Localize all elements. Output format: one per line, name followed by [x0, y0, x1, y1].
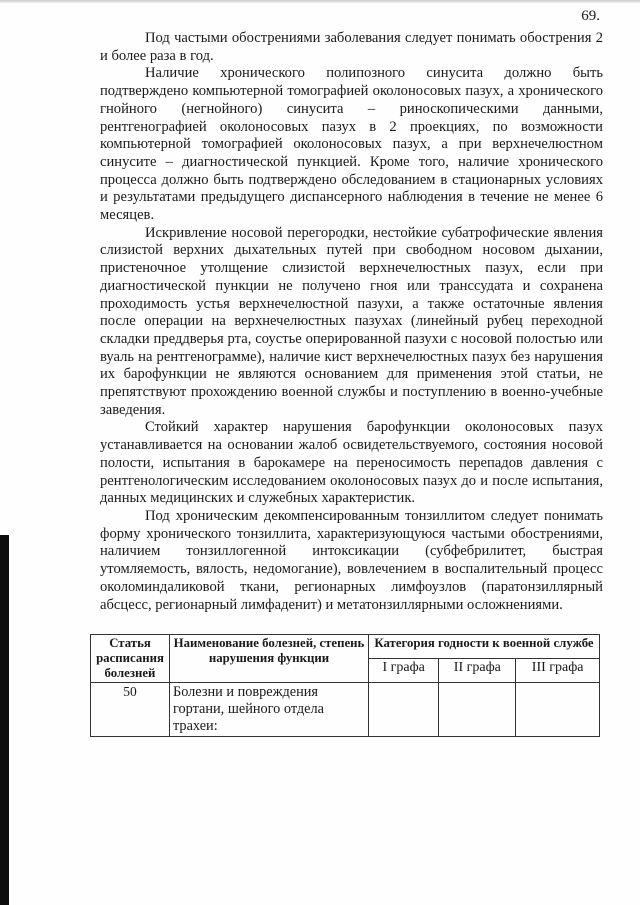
- header-graph-2: II графа: [439, 659, 516, 683]
- article-number: 50: [91, 683, 170, 737]
- header-graph-3: III графа: [516, 659, 600, 683]
- table-row: [91, 683, 600, 737]
- cell-graph-3: [516, 683, 600, 737]
- paragraph-polypous-sinusitis: Наличие хронического полипозного синусита должно быть подтверждено компьютерной томографией околоносовых пазух, а хронического гнойного (негнойного) синусита – риноскопическими данными, рентгенографией околоносовых пазух в 2 проекциях, по возможности компьютерной томографией околоносовых пазух, а при верхнечелюстном синусите – диагностической пункцией. Кроме того, наличие хронического процесса должно быть подтверждено обследованием в стационарных условиях и результатами предыдущего диспансерного наблюдения в течение не менее 6 месяцев.: [100, 65, 603, 224]
- scan-edge-left: [0, 535, 9, 905]
- paragraph-barofunction: Стойкий характер нарушения барофункции околоносовых пазух устанавливается на основании жалоб освидетельствуемого, состояния носовой полости, испытания в барокамере на переносимость перепадов давления с рентгенологическим исследованием околоносовых пазух до и после испытания, данных медицинских и служебных характеристик.: [100, 419, 603, 507]
- table-header-row: [91, 635, 600, 659]
- header-graph-1: I графа: [369, 659, 439, 683]
- paragraph-nasal-septum: Искривление носовой перегородки, нестойкие субатрофические явления слизистой верхних дыхательных путей при свободном носовом дыхании, пристеночное утолщение слизистой верхнечелюстных пазух, если при диагностической пункции не получено гноя или транссудата и сохранена проходимость устья верхнечелюстной пазухи, а также остаточные явления после операции на верхнечелюстных пазухах (линейный рубец переходной складки преддверья рта, соустье оперированной пазухи с носовой полостью или вуаль на рентгенограмме), наличие кист верхнечелюстных пазух без нарушения их барофункции не являются основанием для применения этой статьи, не препятствуют прохождению военной службы и поступлению в военно-учебные заведения.: [100, 224, 603, 418]
- header-fitness-category: Категория годности к военной службе: [369, 635, 600, 659]
- page-number: 69.: [581, 8, 600, 24]
- header-article: Статья расписания болезней: [91, 635, 170, 683]
- header-disease-name: Наименование болезней, степень нарушения функции: [170, 635, 369, 683]
- fitness-category-table: [90, 634, 600, 737]
- paragraph-frequent-exacerbations: Под частыми обострениями заболевания следует понимать обострения 2 и более раза в год.: [100, 30, 603, 64]
- scan-edge-top: [0, 0, 640, 3]
- cell-graph-1: [369, 683, 439, 737]
- cell-graph-2: [439, 683, 516, 737]
- disease-name: Болезни и повреждения гортани, шейного отдела трахеи:: [170, 683, 369, 737]
- body-text: [100, 30, 603, 614]
- paragraph-tonsillitis: Под хроническим декомпенсированным тонзиллитом следует понимать форму хронического тонзиллита, характеризующуюся частыми обострениями, наличием тонзиллогенной интоксикации (субфебрилитет, быстрая утомляемость, вялость, недомогание), вовлечением в воспалительный процесс околоминдаликовой ткани, регионарных лимфоузлов (паратонзиллярный абсцесс, регионарный лимфаденит) и метатонзиллярными осложнениями.: [100, 507, 603, 613]
